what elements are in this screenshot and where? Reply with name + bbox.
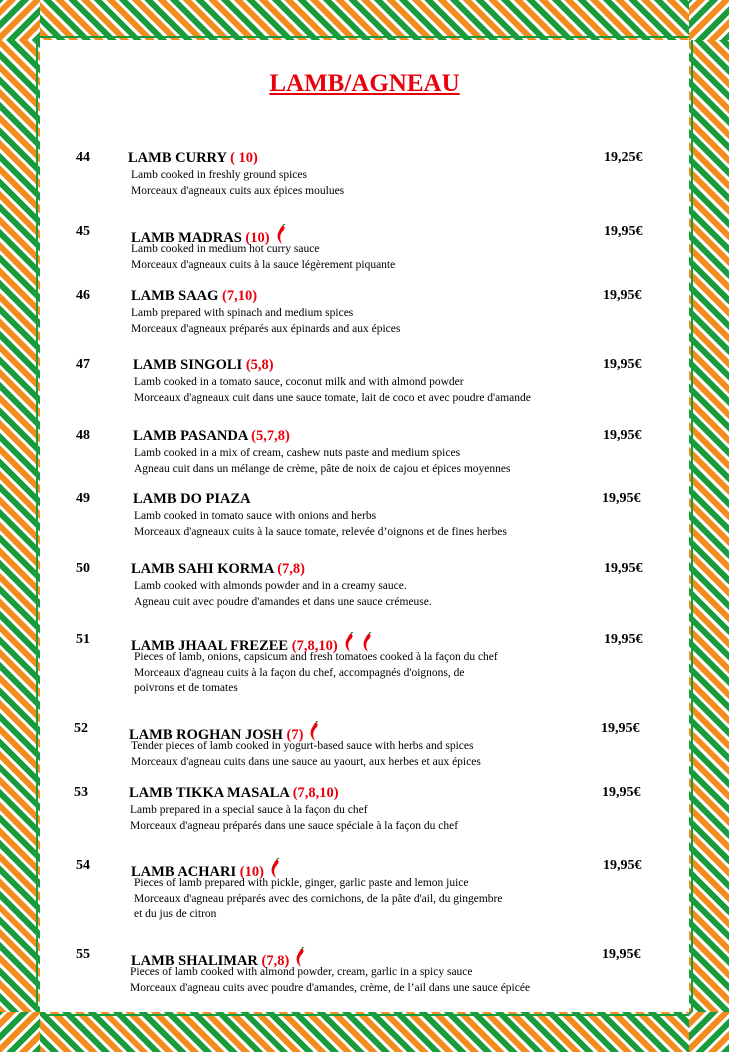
description-english: Pieces of lamb prepared with pickle, ginger, garlic paste and lemon juice	[134, 877, 469, 889]
item-number: 54	[76, 858, 90, 873]
item-description	[134, 446, 510, 477]
allergen-codes: (7,8)	[277, 561, 306, 577]
allergen-codes: (10)	[245, 230, 270, 246]
item-description	[134, 650, 498, 697]
description-english: Lamb cooked with almonds powder and in a creamy sauce.	[134, 580, 407, 592]
item-name: LAMB TIKKA MASALA	[129, 785, 290, 801]
item-description	[131, 739, 481, 770]
item-price: 19,95€	[602, 785, 641, 800]
allergen-codes: (7,8,10)	[292, 785, 339, 801]
allergen-codes: (7,8,10)	[291, 638, 338, 654]
allergen-codes: (5,7,8)	[251, 428, 290, 444]
border-corner-top-left	[0, 0, 40, 40]
item-name: LAMB SINGOLI	[133, 357, 243, 373]
allergen-codes: (7,10)	[222, 288, 258, 304]
item-number: 52	[74, 721, 88, 736]
border-corner-top-right	[689, 0, 729, 40]
item-number: 47	[76, 357, 90, 372]
description-french: Morceaux d'agneau cuits dans une sauce au yaourt, aux herbes et aux épices	[131, 755, 481, 768]
item-price: 19,95€	[603, 357, 642, 372]
description-english: Lamb cooked in a tomato sauce, coconut milk and with almond powder	[134, 376, 464, 388]
item-price: 19,95€	[604, 561, 643, 576]
item-price: 19,25€	[604, 150, 643, 165]
description-english: Lamb cooked in a mix of cream, cashew nuts paste and medium spices	[134, 447, 461, 459]
border-corner-bottom-right	[689, 1012, 729, 1052]
description-french: Agneau cuit avec poudre d'amandes et dans une sauce crémeuse.	[134, 595, 432, 608]
item-price: 19,95€	[601, 721, 640, 736]
item-price: 19,95€	[604, 632, 643, 647]
page-title: LAMB/AGNEAU	[269, 70, 460, 97]
description-french: Agneau cuit dans un mélange de crème, pâte de noix de cajou et épices moyennes	[134, 462, 511, 475]
item-price: 19,95€	[602, 947, 641, 962]
description-french: Morceaux d'agneaux cuits à la sauce légèrement piquante	[131, 258, 396, 271]
item-number: 51	[76, 632, 90, 647]
item-name: LAMB ACHARI	[131, 864, 237, 880]
item-description	[134, 509, 507, 540]
description-french: poivrons et de tomates	[134, 682, 238, 694]
item-number: 50	[76, 561, 90, 576]
item-name: LAMB CURRY	[128, 150, 227, 166]
item-number: 49	[76, 491, 90, 506]
description-french: Morceaux d'agneaux cuits aux épices moulues	[131, 184, 345, 197]
item-price: 19,95€	[603, 428, 642, 443]
allergen-codes: (7)	[286, 727, 304, 743]
item-title	[133, 428, 290, 445]
description-french: Morceaux d'agneaux préparés aux épinards and aux épices	[131, 322, 401, 335]
item-title	[131, 288, 257, 305]
item-description	[131, 168, 344, 199]
item-title	[129, 785, 339, 802]
item-description	[134, 876, 502, 923]
item-name: LAMB SAAG	[131, 288, 219, 304]
description-english: Lamb cooked in medium hot curry sauce	[131, 243, 320, 255]
description-french: Morceaux d'agneau cuits avec poudre d'amandes, crème, de l’ail dans une sauce épicée	[130, 981, 531, 994]
description-english: Tender pieces of lamb cooked in yogurt-based sauce with herbs and spices	[131, 740, 474, 752]
description-french: Morceaux d'agneaux cuit dans une sauce tomate, lait de coco et avec poudre d'amande	[134, 391, 531, 404]
item-name: LAMB SHALIMAR	[131, 953, 258, 969]
item-description	[130, 803, 458, 834]
item-description	[131, 306, 400, 337]
item-price: 19,95€	[604, 224, 643, 239]
description-english: Pieces of lamb cooked with almond powder, cream, garlic in a spicy sauce	[130, 966, 473, 978]
item-title	[128, 150, 258, 167]
item-price: 19,95€	[603, 288, 642, 303]
item-description	[134, 375, 531, 406]
item-title	[133, 491, 251, 508]
description-french: Morceaux d'agneaux cuits à la sauce tomate, relevée d’oignons et de fines herbes	[134, 525, 507, 538]
item-name: LAMB MADRAS	[131, 230, 242, 246]
description-english: Lamb prepared in a special sauce à la façon du chef	[130, 804, 368, 816]
description-english: Lamb prepared with spinach and medium spices	[131, 307, 354, 319]
item-title	[131, 561, 305, 578]
item-number: 44	[76, 150, 90, 165]
item-number: 48	[76, 428, 90, 443]
allergen-codes: (7,8)	[261, 953, 290, 969]
item-title	[133, 357, 274, 374]
item-number: 45	[76, 224, 90, 239]
item-name: LAMB ROGHAN JOSH	[129, 727, 283, 743]
item-name: LAMB DO PIAZA	[133, 491, 251, 507]
description-english: Lamb cooked in freshly ground spices	[131, 169, 307, 181]
item-number: 55	[76, 947, 90, 962]
item-name: LAMB SAHI KORMA	[131, 561, 274, 577]
description-french: Morceaux d'agneau cuits à la façon du chef, accompagnés d'oignons, de	[134, 666, 465, 679]
allergen-codes: (5,8)	[245, 357, 274, 373]
description-french: Morceaux d'agneau préparés dans une sauce spéciale à la façon du chef	[130, 819, 459, 832]
allergen-codes: ( 10)	[230, 150, 258, 166]
description-english: Pieces of lamb, onions, capsicum and fresh tomatoes cooked à la façon du chef	[134, 651, 498, 663]
item-name: LAMB JHAAL FREZEE	[131, 638, 289, 654]
item-price: 19,95€	[603, 858, 642, 873]
item-price: 19,95€	[602, 491, 641, 506]
allergen-codes: (10)	[239, 864, 264, 880]
item-description	[130, 965, 530, 996]
item-description	[131, 242, 395, 273]
item-description	[134, 579, 432, 610]
description-french: Morceaux d'agneau préparés avec des cornichons, de la pâte d'ail, du gingembre	[134, 892, 503, 905]
item-number: 53	[74, 785, 88, 800]
description-english: Lamb cooked in tomato sauce with onions and herbs	[134, 510, 377, 522]
border-corner-bottom-left	[0, 1012, 40, 1052]
description-french: et du jus de citron	[134, 908, 217, 920]
item-number: 46	[76, 288, 90, 303]
item-name: LAMB PASANDA	[133, 428, 248, 444]
